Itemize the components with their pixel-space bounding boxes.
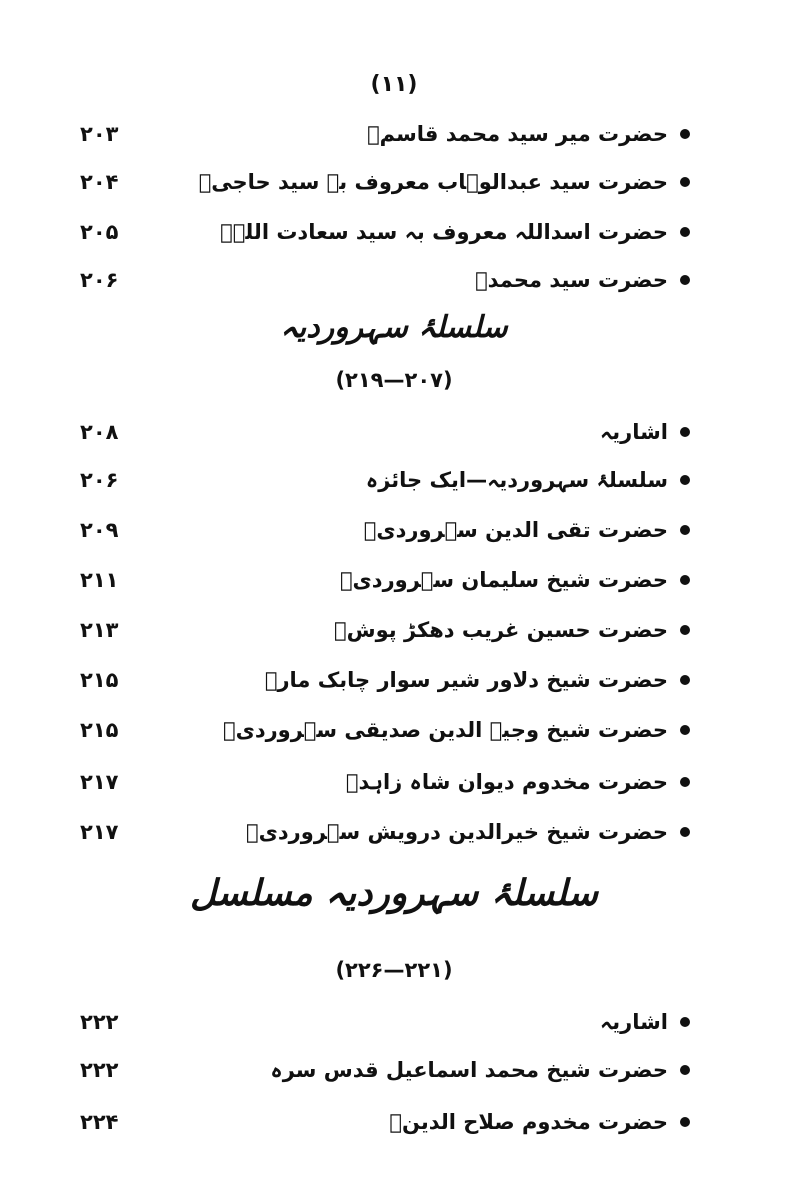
toc-entry bbox=[70, 468, 690, 502]
entry-title: حضرت تقی الدین سہروردیؒ bbox=[363, 518, 668, 542]
entry-page: ۲۰۳ bbox=[80, 122, 119, 146]
toc-entry bbox=[70, 718, 690, 752]
entry-title: حضرت مخدوم دیوان شاہ زاہدؒ bbox=[345, 770, 668, 794]
bullet-icon bbox=[680, 1117, 690, 1127]
toc-entry bbox=[70, 820, 690, 854]
page-number: (۱۱) bbox=[370, 72, 418, 97]
entry-title: سلسلۂ سہروردیہ—ایک جائزہ bbox=[365, 468, 668, 492]
entry-page: ۲۲۲ bbox=[80, 1058, 119, 1082]
toc-entry bbox=[70, 1110, 690, 1144]
entry-page: ۲۱۱ bbox=[80, 568, 119, 592]
section-heading: سلسلۂ سہروردیہ مسلسل bbox=[189, 872, 598, 914]
toc-entry bbox=[70, 170, 690, 204]
bullet-icon bbox=[680, 177, 690, 187]
toc-entry bbox=[70, 1058, 690, 1092]
entry-page: ۲۰۹ bbox=[80, 518, 119, 542]
bullet-icon bbox=[680, 575, 690, 585]
bullet-icon bbox=[680, 227, 690, 237]
entry-page: ۲۰۴ bbox=[80, 170, 119, 194]
bullet-icon bbox=[680, 777, 690, 787]
entry-page: ۲۱۵ bbox=[80, 718, 119, 742]
toc-entry bbox=[70, 568, 690, 602]
entry-title: حضرت سید عبدالوہاب معروف بہ سید حاجیؒ bbox=[198, 170, 668, 194]
section-heading: سلسلۂ سہروردیہ bbox=[280, 310, 508, 345]
entry-page: ۲۲۲ bbox=[80, 1010, 119, 1034]
entry-page: ۲۱۳ bbox=[80, 618, 119, 642]
toc-entry bbox=[70, 122, 690, 156]
entry-title: حضرت شیخ وجیہ الدین صدیقی سہروردیؒ bbox=[222, 718, 668, 742]
bullet-icon bbox=[680, 625, 690, 635]
bullet-icon bbox=[680, 129, 690, 139]
toc-entry bbox=[70, 518, 690, 552]
entry-title: حضرت اسداللہ معروف بہ سید سعادت اللہؒ bbox=[220, 220, 668, 244]
entry-title: حضرت حسین غریب دھکڑ پوشؒ bbox=[334, 618, 668, 642]
toc-entry bbox=[70, 1010, 690, 1044]
entry-page: ۲۲۴ bbox=[80, 1110, 119, 1134]
bullet-icon bbox=[680, 275, 690, 285]
bullet-icon bbox=[680, 1065, 690, 1075]
section-page-range: (۲۰۷—۲۱۹) bbox=[335, 368, 453, 392]
entry-page: ۲۰۶ bbox=[80, 468, 119, 492]
bullet-icon bbox=[680, 1017, 690, 1027]
bullet-icon bbox=[680, 675, 690, 685]
bullet-icon bbox=[680, 725, 690, 735]
section-page-range: (۲۲۱—۲۲۶) bbox=[335, 958, 453, 982]
toc-entry bbox=[70, 770, 690, 804]
toc-entry bbox=[70, 220, 690, 254]
entry-page: ۲۰۵ bbox=[80, 220, 119, 244]
entry-title: حضرت شیخ دلاور شیر سوار چابک مارؒ bbox=[264, 668, 668, 692]
toc-entry bbox=[70, 268, 690, 302]
toc-entry bbox=[70, 618, 690, 652]
entry-title: حضرت شیخ سلیمان سہروردیؒ bbox=[339, 568, 668, 592]
entry-title: اشاریہ bbox=[599, 1010, 668, 1034]
entry-page: ۲۱۷ bbox=[80, 820, 119, 844]
bullet-icon bbox=[680, 475, 690, 485]
entry-title: حضرت مخدوم صلاح الدینؒ bbox=[389, 1110, 668, 1134]
entry-page: ۲۱۷ bbox=[80, 770, 119, 794]
entry-title: حضرت شیخ محمد اسماعیل قدس سرہ bbox=[270, 1058, 668, 1082]
entry-page: ۲۱۵ bbox=[80, 668, 119, 692]
entry-title: حضرت میر سید محمد قاسمؒ bbox=[367, 122, 668, 146]
entry-page: ۲۰۶ bbox=[80, 268, 119, 292]
bullet-icon bbox=[680, 525, 690, 535]
bullet-icon bbox=[680, 427, 690, 437]
toc-entry bbox=[70, 420, 690, 454]
toc-entry bbox=[70, 668, 690, 702]
bullet-icon bbox=[680, 827, 690, 837]
entry-title: حضرت سید محمدؒ bbox=[475, 268, 668, 292]
entry-title: حضرت شیخ خیرالدین درویش سہروردیؒ bbox=[246, 820, 668, 844]
entry-title: اشاریہ bbox=[599, 420, 668, 444]
entry-page: ۲۰۸ bbox=[80, 420, 119, 444]
